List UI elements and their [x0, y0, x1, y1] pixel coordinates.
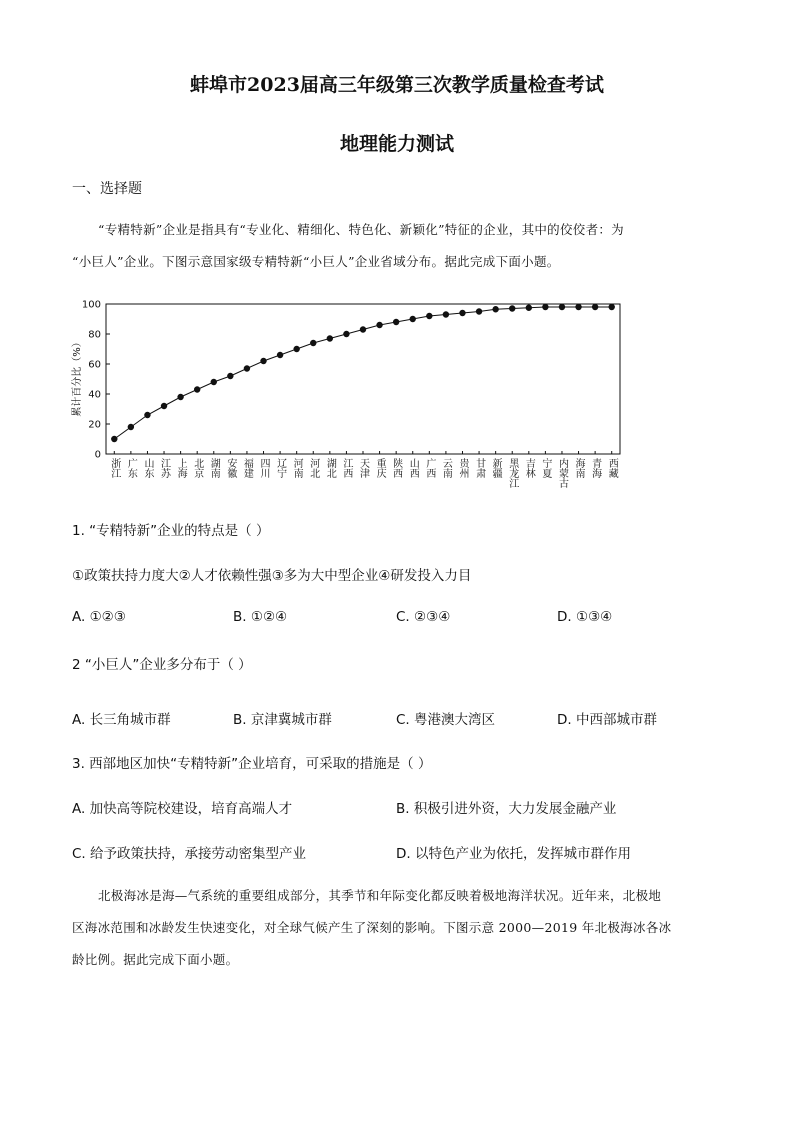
y-tick-label: 100	[81, 299, 101, 311]
x-tick-label: 吉林	[523, 458, 535, 478]
x-tick-label: 辽宁	[274, 458, 286, 478]
x-tick-label: 黑龙江	[506, 458, 518, 488]
x-tick-label: 江西	[340, 458, 352, 478]
x-tick-label: 甘肃	[473, 458, 485, 478]
data-point	[310, 340, 316, 346]
data-point	[343, 331, 349, 337]
data-point	[476, 308, 482, 314]
passage-1-line-2: “小巨人”企业。下图示意国家级专精特新“小巨人”企业省域分布。据此完成下面小题。	[72, 254, 560, 269]
x-tick-label: 四川	[258, 458, 270, 478]
data-point	[244, 365, 250, 371]
x-tick-label: 山东	[141, 458, 153, 478]
province-distribution-chart	[62, 292, 642, 492]
data-point	[260, 358, 266, 364]
question-3-option-c[interactable]: C. 给予政策扶持，承接劳动密集型产业	[72, 846, 307, 862]
data-point	[559, 304, 565, 310]
x-tick-label: 云南	[440, 458, 452, 478]
x-tick-label: 山西	[407, 458, 419, 478]
passage-1-line-1: “专精特新”企业是指具有“专业化、精细化、特色化、新颖化”特征的企业，其中的佼佼者：为	[98, 222, 624, 237]
y-axis-label: 累计百分比（%）	[72, 337, 83, 417]
question-3-option-a[interactable]: A. 加快高等院校建设，培育高端人才	[72, 801, 293, 817]
x-tick-label: 海南	[573, 458, 585, 478]
question-1-option-c[interactable]: C. ②③④	[396, 609, 451, 625]
data-point	[111, 436, 117, 442]
data-point	[227, 373, 233, 379]
question-1-option-a[interactable]: A. ①②③	[72, 609, 126, 625]
x-tick-label: 广东	[125, 458, 137, 478]
x-tick-label: 浙江	[108, 458, 120, 478]
x-tick-label: 天津	[357, 458, 369, 478]
x-tick-label: 青海	[589, 458, 601, 478]
question-1-option-d[interactable]: D. ①③④	[557, 609, 613, 625]
data-point	[293, 346, 299, 352]
data-point	[459, 310, 465, 316]
data-point	[443, 311, 449, 317]
x-tick-label: 湖南	[208, 458, 220, 478]
x-tick-label: 西藏	[606, 458, 618, 478]
x-tick-label: 广西	[423, 458, 435, 478]
question-1-option-b[interactable]: B. ①②④	[233, 609, 288, 625]
x-tick-label: 福建	[241, 458, 253, 478]
passage-2-line-3: 龄比例。据此完成下面小题。	[72, 952, 239, 967]
x-tick-label: 内蒙古	[556, 458, 568, 488]
section-heading: 一、选择题	[72, 181, 142, 197]
data-point	[575, 304, 581, 310]
data-point	[144, 412, 150, 418]
question-2-option-a[interactable]: A. 长三角城市群	[72, 712, 171, 728]
y-tick-label: 60	[88, 359, 101, 371]
data-point	[426, 313, 432, 319]
question-1-statements: ①政策扶持力度大②人才依赖性强③多为大中型企业④研发投入力目	[72, 568, 472, 584]
x-tick-label: 湖北	[324, 458, 336, 478]
passage-2-line-1: 北极海冰是海—气系统的重要组成部分，其季节和年际变化都反映着极地海洋状况。近年来，北极地	[98, 888, 662, 903]
question-2-option-c[interactable]: C. 粤港澳大湾区	[396, 712, 496, 728]
x-tick-label: 河北	[307, 458, 319, 478]
data-point	[161, 403, 167, 409]
data-point	[376, 322, 382, 328]
data-point	[592, 304, 598, 310]
x-tick-label: 河南	[291, 458, 303, 478]
data-point	[194, 386, 200, 392]
data-point	[609, 304, 615, 310]
x-tick-label: 上海	[175, 458, 187, 478]
question-3-option-b[interactable]: B. 积极引进外资，大力发展金融产业	[396, 801, 617, 817]
x-tick-label: 江苏	[158, 458, 170, 478]
x-tick-label: 北京	[191, 458, 203, 478]
y-tick-label: 80	[88, 329, 101, 341]
x-tick-label: 贵州	[456, 458, 468, 478]
question-2-option-b[interactable]: B. 京津冀城市群	[233, 712, 332, 728]
data-point	[492, 306, 498, 312]
data-point	[509, 305, 515, 311]
x-tick-label: 重庆	[374, 458, 386, 478]
page-subtitle: 地理能力测试	[339, 133, 454, 155]
passage-2-line-2: 区海冰范围和冰龄发生快速变化，对全球气候产生了深刻的影响。下图示意 2000—2019 年北极海冰各冰	[72, 920, 672, 935]
x-ticks	[109, 451, 618, 489]
y-tick-label: 20	[88, 419, 101, 431]
y-tick-label: 0	[94, 449, 101, 461]
data-points	[111, 304, 615, 442]
question-1-stem: 1. “专精特新”企业的特点是（ ）	[72, 523, 270, 539]
question-3-option-d[interactable]: D. 以特色产业为依托，发挥城市群作用	[396, 846, 631, 862]
data-point	[327, 335, 333, 341]
data-point	[526, 305, 532, 311]
data-point	[128, 424, 134, 430]
data-point	[177, 394, 183, 400]
data-point	[542, 304, 548, 310]
x-tick-label: 陕西	[390, 458, 402, 478]
y-tick-label: 40	[88, 389, 101, 401]
x-tick-label: 宁夏	[539, 458, 551, 478]
question-2-option-d[interactable]: D. 中西部城市群	[557, 712, 657, 728]
question-2-stem: 2 “小巨人”企业多分布于（ ）	[72, 657, 252, 673]
data-point	[277, 352, 283, 358]
data-point	[393, 319, 399, 325]
data-point	[211, 379, 217, 385]
question-3-stem: 3. 西部地区加快“专精特新”企业培育，可采取的措施是（ ）	[72, 756, 432, 772]
data-point	[360, 326, 366, 332]
x-tick-label: 新疆	[490, 458, 502, 478]
page-title: 蚌埠市2023届高三年级第三次教学质量检查考试	[190, 74, 604, 96]
x-tick-label: 安徽	[224, 458, 236, 478]
data-point	[410, 316, 416, 322]
